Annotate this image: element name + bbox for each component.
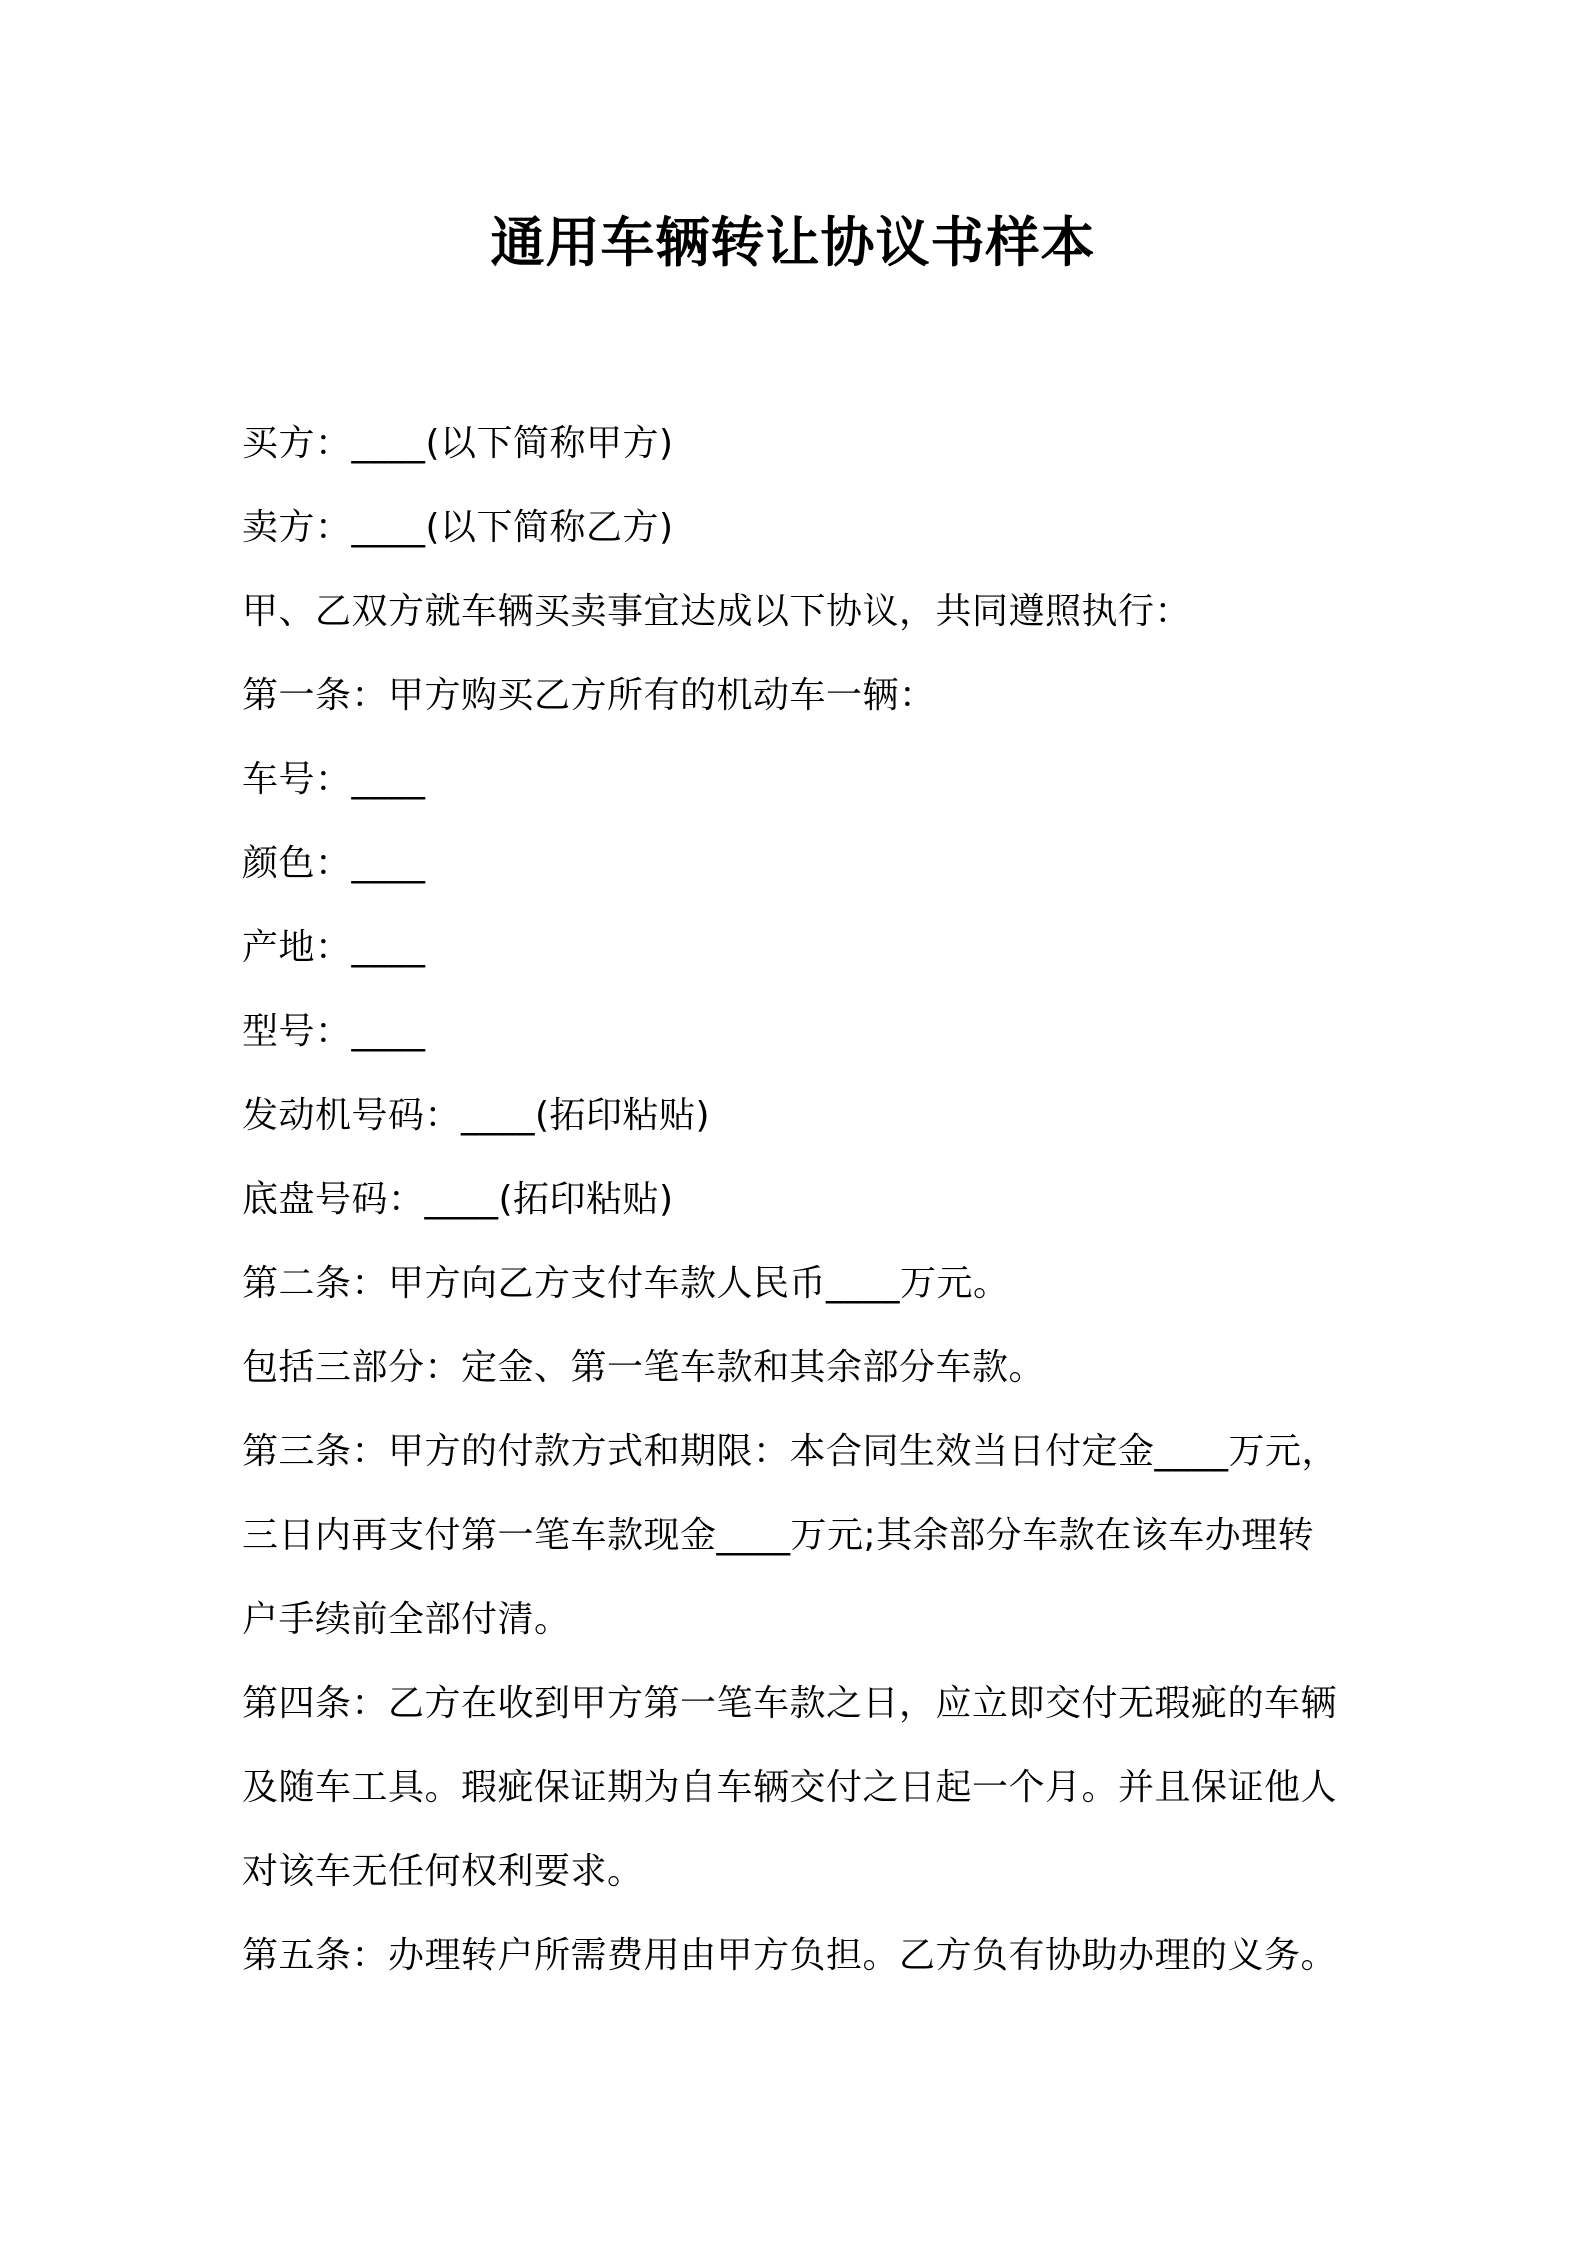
chassis-number-line: 底盘号码：____(拓印粘贴)	[242, 1179, 674, 1220]
article-4-line-2: 及随车工具。瑕疵保证期为自车辆交付之日起一个月。并且保证他人	[242, 1767, 1338, 1808]
article-5-line: 第五条：办理转户所需费用由甲方负担。乙方负有协助办理的义务。	[242, 1935, 1338, 1976]
seller-line: 卖方：____(以下简称乙方)	[242, 507, 674, 548]
model-line: 型号：____	[242, 1011, 426, 1052]
agreement-intro: 甲、乙双方就车辆买卖事宜达成以下协议，共同遵照执行：	[242, 591, 1192, 632]
payment-parts-line: 包括三部分：定金、第一笔车款和其余部分车款。	[242, 1347, 1046, 1388]
article-3-line-2: 三日内再支付第一笔车款现金____万元;其余部分车款在该车办理转	[242, 1515, 1315, 1556]
article-3-line-1: 第三条：甲方的付款方式和期限：本合同生效当日付定金____万元，	[242, 1431, 1339, 1472]
engine-number-line: 发动机号码：____(拓印粘贴)	[242, 1095, 711, 1136]
article-1-line: 第一条：甲方购买乙方所有的机动车一辆：	[242, 675, 936, 716]
article-4-line-3: 对该车无任何权利要求。	[242, 1851, 644, 1892]
document-title: 通用车辆转让协议书样本	[490, 211, 1096, 274]
origin-line: 产地：____	[242, 927, 426, 968]
document-body	[242, 402, 1372, 1998]
article-3-line-3: 户手续前全部付清。	[242, 1599, 571, 1640]
article-4-line-1: 第四条：乙方在收到甲方第一笔车款之日，应立即交付无瑕疵的车辆	[242, 1683, 1338, 1724]
article-2-line: 第二条：甲方向乙方支付车款人民币____万元。	[242, 1263, 1010, 1304]
buyer-line: 买方：____(以下简称甲方)	[242, 423, 674, 464]
plate-number-line: 车号：____	[242, 759, 426, 800]
color-line: 颜色：____	[242, 843, 426, 884]
